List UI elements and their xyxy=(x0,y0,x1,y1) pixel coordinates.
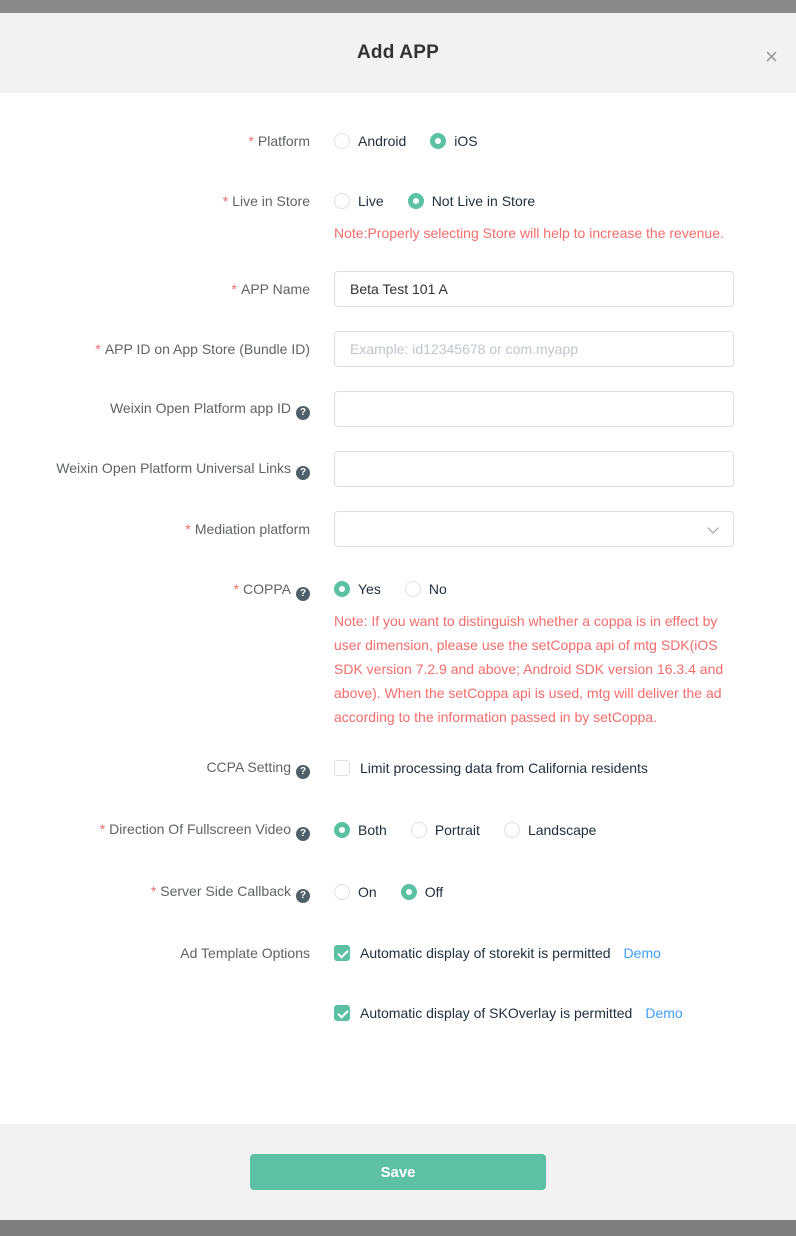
radio-ios[interactable] xyxy=(430,133,477,149)
radio-android-label: Android xyxy=(358,133,407,149)
required-marker: * xyxy=(233,581,240,597)
required-marker: * xyxy=(99,821,106,837)
required-marker: * xyxy=(185,521,191,537)
weixin-app-id-label: Weixin Open Platform app ID ? xyxy=(0,398,310,420)
radio-selected-icon xyxy=(334,581,350,597)
server-side-callback-label: * Server Side Callback ? xyxy=(0,881,310,903)
skoverlay-checkbox[interactable] xyxy=(334,1005,350,1021)
radio-ios-label: iOS xyxy=(454,133,478,149)
modal-header xyxy=(0,13,796,93)
direction-label: * Direction Of Fullscreen Video ? xyxy=(0,819,310,841)
storekit-checkbox-row xyxy=(334,943,734,963)
app-id-label: * APP ID on App Store (Bundle ID) xyxy=(95,341,310,357)
modal-footer xyxy=(0,1124,796,1220)
radio-not-live-label: Not Live in Store xyxy=(431,193,536,209)
required-marker: * xyxy=(222,193,229,209)
ccpa-label: CCPA Setting ? xyxy=(0,757,310,779)
radio-live[interactable] xyxy=(334,193,384,209)
coppa-radio-group xyxy=(334,579,734,599)
radio-selected-icon xyxy=(408,193,424,209)
required-marker: * xyxy=(248,133,254,149)
form-row-server-side-callback xyxy=(0,881,796,903)
radio-coppa-no-label: No xyxy=(428,581,447,597)
required-marker: * xyxy=(231,281,237,297)
weixin-app-id-input[interactable] xyxy=(334,391,734,427)
form-row-skoverlay xyxy=(0,1003,796,1023)
weixin-universal-links-input[interactable] xyxy=(334,451,734,487)
skoverlay-demo-link[interactable]: Demo xyxy=(645,1005,683,1021)
form-row-live-in-store xyxy=(0,191,796,245)
skoverlay-checkbox-row xyxy=(334,1003,734,1023)
storekit-checkbox-label: Automatic display of storekit is permitted xyxy=(360,945,611,961)
app-name-input[interactable] xyxy=(334,271,734,307)
storekit-demo-link[interactable]: Demo xyxy=(623,945,661,961)
radio-coppa-yes-label: Yes xyxy=(358,581,381,597)
help-icon[interactable]: ? xyxy=(296,406,310,420)
close-icon[interactable]: × xyxy=(765,44,778,69)
help-icon[interactable]: ? xyxy=(296,587,310,601)
radio-off-label: Off xyxy=(424,884,444,900)
help-icon[interactable]: ? xyxy=(296,765,310,779)
radio-landscape-label: Landscape xyxy=(527,822,597,838)
form-row-app-id xyxy=(0,331,796,367)
radio-circle-icon xyxy=(334,884,350,900)
direction-radio-group xyxy=(334,820,734,840)
form-row-weixin-app-id xyxy=(0,391,796,427)
radio-coppa-no[interactable] xyxy=(405,581,447,597)
live-in-store-label: * Live in Store xyxy=(222,193,310,209)
add-app-modal xyxy=(0,13,796,1220)
chevron-down-icon xyxy=(707,522,718,533)
radio-circle-icon xyxy=(504,822,520,838)
ccpa-checkbox-row xyxy=(334,758,734,778)
radio-both[interactable] xyxy=(334,822,387,838)
coppa-note: Note: If you want to distinguish whether a coppa is in effect by user dimension, please use the setCoppa api of mtg SDK(iOS SDK version 7.2.9 and above; Android SDK version 16.3.4 and above). When the setCoppa api is used, mtg will deliver the ad according to the information passed in by setCoppa. xyxy=(334,613,724,725)
help-icon[interactable]: ? xyxy=(296,466,310,480)
add-app-form xyxy=(0,93,796,1124)
required-marker: * xyxy=(95,341,101,357)
radio-portrait[interactable] xyxy=(411,822,480,838)
radio-on-label: On xyxy=(358,884,377,900)
storekit-checkbox[interactable] xyxy=(334,945,350,961)
help-icon[interactable]: ? xyxy=(296,889,310,903)
form-row-ccpa xyxy=(0,757,796,779)
app-id-input[interactable] xyxy=(334,331,734,367)
live-in-store-radio-group xyxy=(334,191,734,211)
platform-radio-group xyxy=(334,131,734,151)
required-marker: * xyxy=(150,883,157,899)
form-row-direction xyxy=(0,819,796,841)
ccpa-checkbox-label: Limit processing data from California residents xyxy=(360,760,648,776)
server-side-callback-radio-group xyxy=(334,882,734,902)
radio-off[interactable] xyxy=(401,884,443,900)
mediation-platform-select[interactable] xyxy=(334,511,734,547)
form-row-coppa xyxy=(0,579,796,729)
ccpa-checkbox[interactable] xyxy=(334,760,350,776)
save-button[interactable]: Save xyxy=(250,1154,546,1190)
coppa-label: * COPPA ? xyxy=(0,579,310,601)
radio-selected-icon xyxy=(430,133,446,149)
help-icon[interactable]: ? xyxy=(296,827,310,841)
radio-selected-icon xyxy=(334,822,350,838)
ad-template-options-label: Ad Template Options xyxy=(180,945,310,961)
weixin-universal-links-label: Weixin Open Platform Universal Links ? xyxy=(0,458,310,480)
radio-portrait-label: Portrait xyxy=(434,822,480,838)
page-background-bottom xyxy=(0,1220,796,1236)
radio-circle-icon xyxy=(334,193,350,209)
form-row-mediation-platform xyxy=(0,511,796,547)
radio-not-live[interactable] xyxy=(408,193,536,209)
page-background-top xyxy=(0,0,796,13)
radio-selected-icon xyxy=(401,884,417,900)
radio-coppa-yes[interactable] xyxy=(334,581,381,597)
form-row-weixin-universal-links xyxy=(0,451,796,487)
app-name-label: * APP Name xyxy=(231,281,310,297)
radio-circle-icon xyxy=(334,133,350,149)
mediation-platform-label: * Mediation platform xyxy=(185,521,310,537)
modal-title: Add APP xyxy=(357,42,439,63)
live-in-store-note: Note:Properly selecting Store will help to increase the revenue. xyxy=(334,225,724,241)
radio-landscape[interactable] xyxy=(504,822,597,838)
radio-circle-icon xyxy=(411,822,427,838)
form-row-ad-template-options xyxy=(0,943,796,963)
radio-circle-icon xyxy=(405,581,421,597)
platform-label: * Platform xyxy=(248,133,310,149)
skoverlay-checkbox-label: Automatic display of SKOverlay is permitted xyxy=(360,1005,633,1021)
radio-on[interactable] xyxy=(334,884,377,900)
form-row-platform xyxy=(0,131,796,151)
radio-live-label: Live xyxy=(358,193,384,209)
radio-both-label: Both xyxy=(358,822,387,838)
radio-android[interactable] xyxy=(334,133,406,149)
form-row-app-name xyxy=(0,271,796,307)
